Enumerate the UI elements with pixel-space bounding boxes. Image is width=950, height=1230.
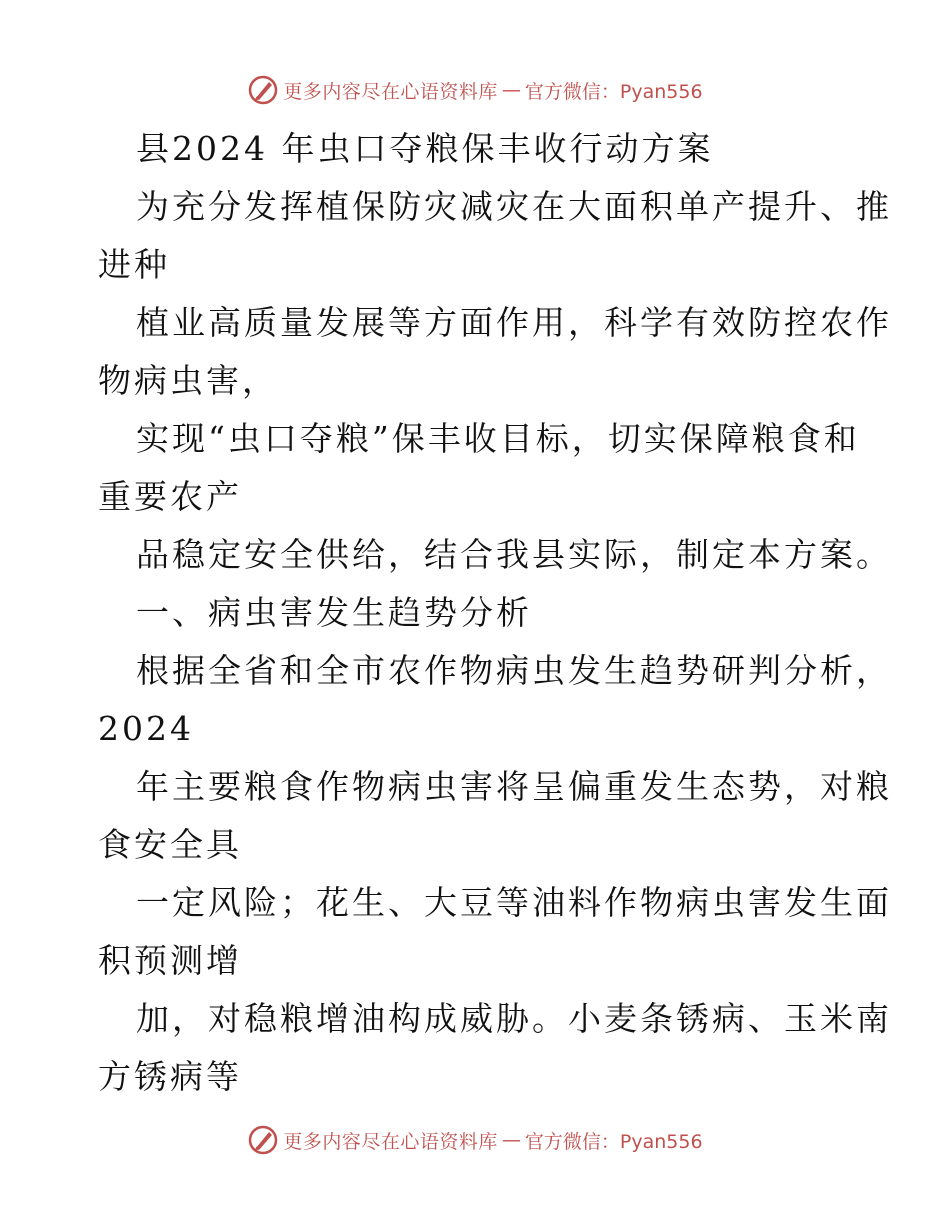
watermark-wechat-text: 官方微信：Pyan556	[524, 1130, 703, 1153]
document-body	[98, 120, 892, 1106]
document-title: 县2024 年虫口夺粮保丰收行动方案	[136, 129, 714, 168]
watermark-dash: —	[501, 1129, 521, 1151]
quill-pen-logo-icon	[247, 1124, 279, 1156]
quill-pen-logo-icon	[247, 74, 279, 106]
paragraph-line: 品稳定安全供给，结合我县实际，制定本方案。	[136, 535, 892, 574]
watermark-site-text: 更多内容尽在心语资料库	[283, 80, 498, 103]
watermark-wechat-text: 官方微信：Pyan556	[524, 80, 703, 103]
paragraph-line: 一定风险；花生、大豆等油料作物病虫害发生面	[136, 883, 892, 922]
paragraph-line: 2024	[98, 709, 194, 748]
paragraph-line: 根据全省和全市农作物病虫发生趋势研判分析，	[136, 651, 892, 690]
paragraph-line: 加，对稳粮增油构成威胁。小麦条锈病、玉米南	[136, 999, 892, 1038]
paragraph-line: 方锈病等	[98, 1057, 242, 1096]
footer-watermark	[0, 1122, 950, 1158]
paragraph-line: 进种	[98, 245, 170, 284]
paragraph-line: 年主要粮食作物病虫害将呈偏重发生态势，对粮	[136, 767, 892, 806]
paragraph-line: 物病虫害，	[98, 361, 278, 400]
header-watermark	[0, 72, 950, 108]
paragraph-line: 食安全具	[98, 825, 242, 864]
paragraph-line: 植业高质量发展等方面作用，科学有效防控农作	[136, 303, 892, 342]
section-heading: 一、病虫害发生趋势分析	[136, 593, 532, 632]
watermark-site-text: 更多内容尽在心语资料库	[283, 1130, 498, 1153]
watermark-dash: —	[501, 79, 521, 101]
paragraph-line: 实现“虫口夺粮”保丰收目标，切实保障粮食和	[136, 419, 860, 458]
paragraph-line: 为充分发挥植保防灾减灾在大面积单产提升、推	[136, 187, 892, 226]
paragraph-line: 积预测增	[98, 941, 242, 980]
paragraph-line: 重要农产	[98, 477, 242, 516]
